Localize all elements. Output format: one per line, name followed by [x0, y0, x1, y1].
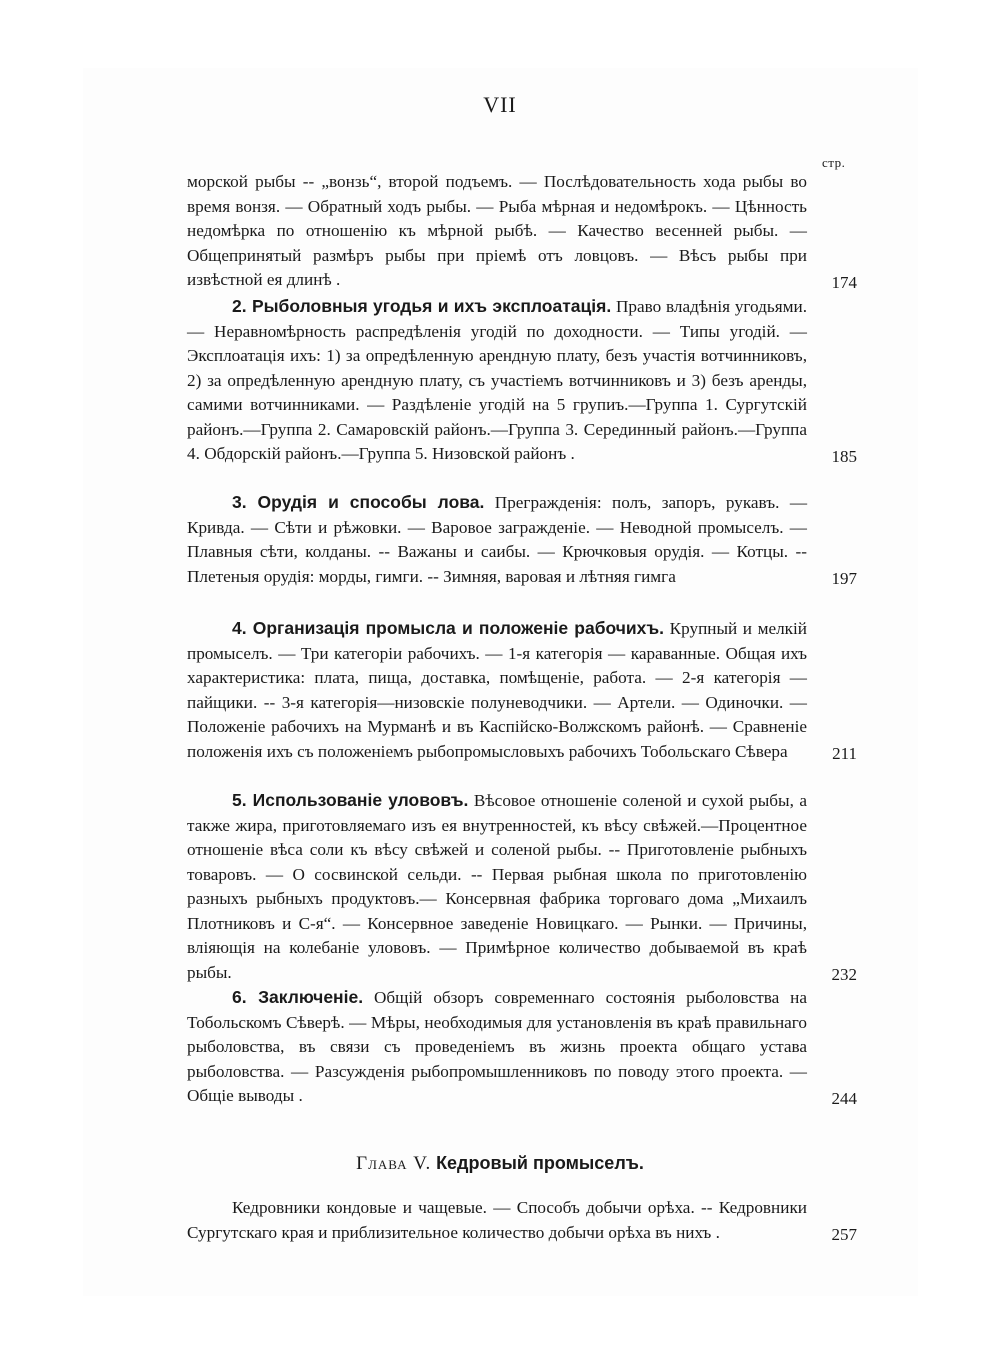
entry-paragraph — [187, 788, 807, 985]
running-head-page-number: VII — [483, 92, 517, 117]
toc-entry — [187, 788, 857, 985]
entry-text: Вѣсовое отношеніе соленой и сухой рыбы, а также жира, приготовляемаго изъ ея внутренностей, къ вѣсу свѣжей.—Процентное отношеніе вѣса соли къ вѣсу свѣжей и соленой рыбы. -- Приготовленіе рыбныхъ товаровъ. — О сосвинской сельди. -- Первая рыбная школа по приготовленію разныхъ рыбныхъ продуктовъ.— Консервная фабрика торговаго дома „Михаилъ Плотниковъ и С-я“. — Консервное заведеніе Новицкаго. — Рынки. — Причины, вліяющія на колебаніе улововъ. — Примѣрное количество добываемой въ краѣ рыбы. — [187, 791, 808, 982]
entry-heading: 6. Заключеніе. — [232, 987, 364, 1007]
page-column-label: стр. — [822, 155, 846, 170]
entry-page-number: 232 — [831, 965, 857, 984]
entry-heading: 2. Рыболовныя угодья и ихъ эксплоатація. — [232, 296, 612, 316]
entry-paragraph — [187, 616, 807, 764]
entry-page-number: 174 — [831, 272, 857, 292]
entry-heading: 3. Орудія и способы лова. — [232, 492, 485, 512]
chapter-heading — [0, 1153, 1000, 1175]
entry-page-number: 257 — [831, 1225, 857, 1244]
toc-entry — [187, 1196, 857, 1245]
toc-entry — [187, 616, 857, 764]
entry-text: морской рыбы -- „вонзь“, второй подъемъ. — Послѣдовательность хода рыбы во время вонзя. — Обратный ходъ рыбы. — Рыба мѣрная и недомѣрокъ. — Цѣнность недомѣрка по отношенію къ мѣрной рыбѣ. — Качество весенней рыбы. — Общепринятый размѣръ рыбы при пріемѣ отъ ловцовъ. — Вѣсъ рыбы при извѣстной ея длинѣ . — [187, 172, 807, 289]
entry-heading: 4. Организація промысла и положеніе рабочихъ. — [232, 618, 665, 638]
entry-paragraph — [187, 490, 807, 589]
entry-page-number: 244 — [831, 1088, 857, 1108]
entry-text: Право владѣнія угодьями. — Неравномѣрность распредѣленія угодій по доходности. — Типы угодій. — Эксплоатація ихъ: 1) за опредѣленную арендную плату, безъ участія вотчинниковъ, 2) за опредѣленную арендную плату, съ участіемъ вотчинниковъ и 3) безъ аренды, самими вотчинниками. — Раздѣленіе угодій на 5 групиъ.—Группа 1. Сургутскій районъ.—Группа 2. Самаровскій районъ.—Группа 3. Серединный районъ.—Группа 4. Обдорскій районъ.—Группа 5. Низовской районъ . — [187, 297, 807, 463]
entry-page-number: 197 — [831, 569, 857, 588]
chapter-label: Глава V. — [356, 1153, 432, 1174]
toc-entry — [187, 490, 857, 589]
toc-entry — [187, 170, 857, 293]
entry-paragraph — [187, 985, 807, 1109]
entry-text: Общій обзоръ современнаго состоянія рыболовства на Тобольскомъ Сѣверѣ. — Мѣры, необходимыя для установленія въ краѣ правильнаго рыболовства, въ связи съ проведеніемъ въ жизнь проекта общаго устава рыболовства. — Разсужденія рыбопромышленниковъ по поводу этого проекта. — Общіе выводы . — [187, 988, 807, 1105]
toc-entry — [187, 985, 857, 1109]
chapter-title: Кедровый промыселъ. — [436, 1153, 644, 1173]
entry-page-number: 211 — [832, 744, 857, 763]
entry-text: Прегражденія: полъ, запоръ, рукавъ. — Кривда. — Сѣти и рѣжовки. — Варовое загражденіе. — Неводной промыселъ. — Плавныя сѣти, колданы. -- Важаны и саибы. — Крючковыя орудія. — Котцы. -- Плетеныя орудія: морды, гимги. -- Зимняя, варовая и лѣтняя гимга — [187, 493, 808, 586]
entry-heading: 5. Использованіе улововъ. — [232, 790, 469, 810]
entry-text: Крупный и мелкій промыселъ. — Три категоріи рабочихъ. — 1-я категорія — караванные. Общая ихъ характеристика: плата, пища, доставка, помѣщеніе, работа. — 2-я категорія — пайщики. -- 3-я категорія—низовскіе полуневодчики. — Артели. — Одиночки. — Положеніе рабочихъ на Мурманѣ и въ Каспійско-Волжскомъ районѣ. — Сравненіе положенія ихъ съ положеніемъ рыбопромысловыхъ рабочихъ Тобольскаго Сѣвера — [187, 619, 808, 761]
entry-page-number: 185 — [831, 446, 857, 466]
entry-paragraph — [187, 294, 807, 467]
toc-entry — [187, 294, 857, 467]
entry-text: Кедровники кондовые и чащевые. — Способъ добычи орѣха. -- Кедровники Сургутскаго края и приблизительное количество добычи орѣха въ нихъ . — [187, 1198, 807, 1242]
